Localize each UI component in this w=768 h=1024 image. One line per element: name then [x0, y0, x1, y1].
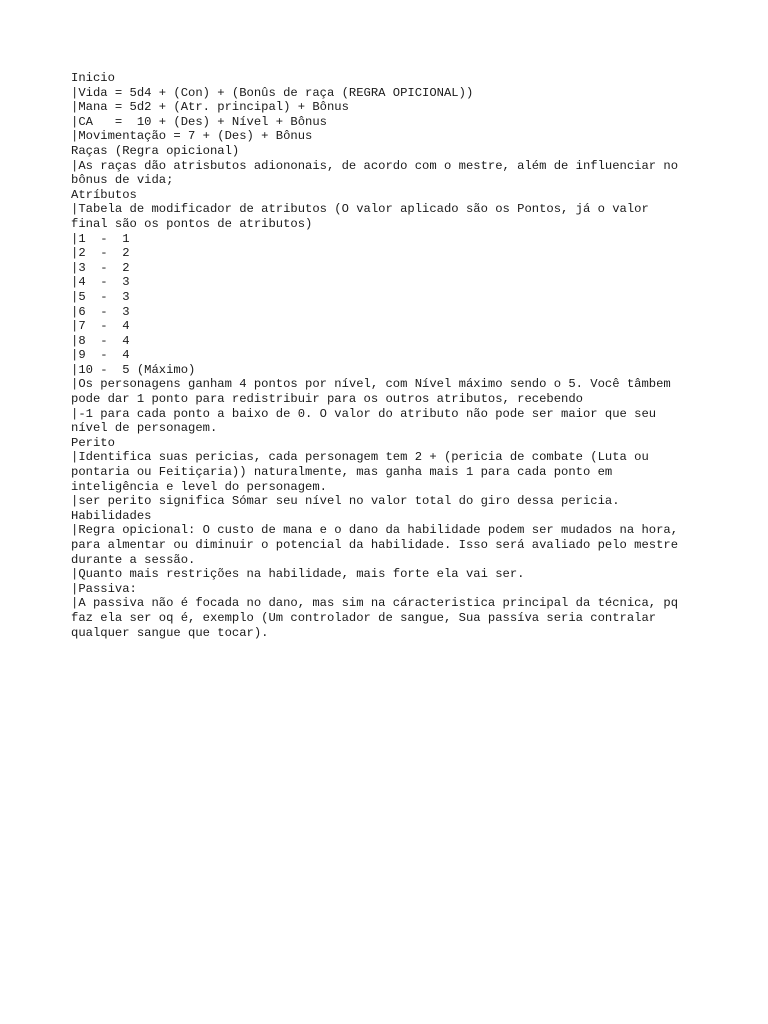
doc-line: |Quanto mais restrições na habilidade, mais forte ela vai ser. — [71, 567, 525, 582]
doc-line: Raças (Regra opicional) — [71, 143, 240, 158]
doc-line: Perito — [71, 435, 115, 450]
doc-line: para almentar ou diminuir o potencial da habilidade. Isso será avaliado pelo mestre — [71, 538, 679, 552]
doc-line: |Identifica suas pericias, cada personagem tem 2 + (pericia de combate (Luta ou — [71, 450, 649, 465]
doc-line: faz ela ser oq é, exemplo (Um controlador de sangue, Sua passíva seria contralar — [71, 610, 657, 625]
doc-line: |3 - 2 — [71, 260, 130, 275]
doc-line: final são os pontos de atributos) — [71, 216, 313, 231]
doc-line: inteligência e level do personagem. — [71, 479, 327, 494]
doc-line: |ser perito significa Sómar seu nível no valor total do giro dessa pericia. — [71, 494, 620, 509]
doc-line: pontaria ou Feitiçaria)) naturalmente, mas ganha mais 1 para cada ponto em — [71, 465, 613, 480]
doc-line: |10 - 5 (Máximo) — [71, 362, 196, 377]
document-body — [71, 71, 711, 640]
doc-line: |1 - 1 — [71, 231, 130, 246]
doc-line: |Mana = 5d2 + (Atr. principal) + Bônus — [71, 100, 349, 115]
doc-line: |CA = 10 + (Des) + Nível + Bônus — [71, 114, 327, 129]
doc-line: |Movimentação = 7 + (Des) + Bônus — [71, 129, 313, 144]
doc-line: |-1 para cada ponto a baixo de 0. O valor do atributo não pode ser maior que seu — [71, 406, 657, 421]
doc-line: |As raças dão atrisbutos adiononais, de acordo com o mestre, além de influenciar no — [71, 158, 679, 173]
doc-line: |9 - 4 — [71, 348, 130, 363]
doc-line: Habilidades — [71, 508, 152, 523]
doc-line: durante a sessão. — [71, 552, 196, 567]
doc-line: nível de personagem. — [71, 421, 218, 436]
doc-line: pode dar 1 ponto para redistribuir para os outros atributos, recebendo — [71, 392, 583, 407]
doc-line: |6 - 3 — [71, 304, 130, 319]
doc-line: |4 - 3 — [71, 275, 130, 290]
doc-line: |Vida = 5d4 + (Con) + (Bonûs de raça (REGRA OPICIONAL)) — [71, 85, 474, 100]
doc-line: Inicio — [71, 71, 115, 85]
doc-line: |Os personagens ganham 4 pontos por nível, com Nível máximo sendo o 5. Você tâmbem — [71, 377, 671, 392]
doc-line: |Regra opicional: O custo de mana e o dano da habilidade podem ser mudados na hora, — [71, 523, 679, 538]
doc-line: |7 - 4 — [71, 319, 130, 334]
doc-line: |2 - 2 — [71, 246, 130, 261]
doc-line: |8 - 4 — [71, 333, 130, 348]
doc-line: |Passiva: — [71, 581, 137, 596]
doc-line: qualquer sangue que tocar). — [71, 625, 269, 640]
doc-line: |5 - 3 — [71, 289, 130, 304]
doc-line: |A passiva não é focada no dano, mas sim na cáracteristica principal da técnica, pq — [71, 596, 679, 611]
doc-line: |Tabela de modificador de atributos (O valor aplicado são os Pontos, já o valor — [71, 202, 649, 217]
doc-line: bônus de vida; — [71, 173, 174, 188]
doc-line: Atríbutos — [71, 187, 137, 202]
